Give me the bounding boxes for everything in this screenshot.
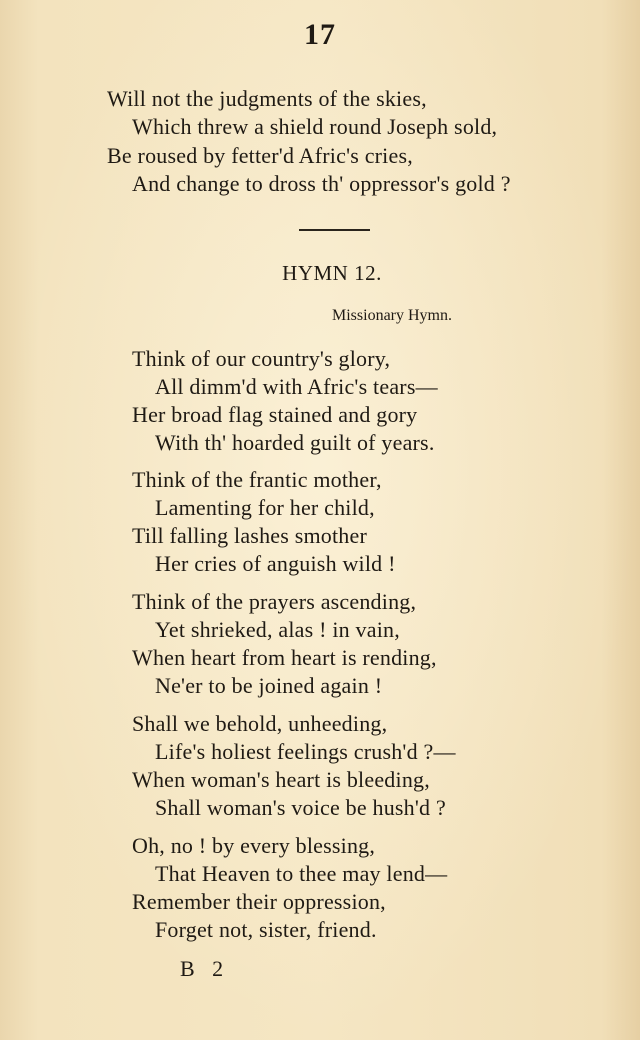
- verse-line: Be roused by fetter'd Afric's cries,: [107, 143, 413, 168]
- verse-line: When woman's heart is bleeding,: [132, 767, 430, 792]
- verse-line: When heart from heart is rending,: [132, 645, 437, 670]
- verse-line: Think of the prayers ascending,: [132, 589, 417, 614]
- verse-line: Think of our country's glory,: [132, 346, 391, 371]
- verse-line: All dimm'd with Afric's tears—: [155, 374, 438, 399]
- verse-line: Shall we behold, unheeding,: [132, 711, 388, 736]
- page-number: 17: [304, 18, 336, 51]
- verse-line: Remember their oppression,: [132, 889, 386, 914]
- verse-line: Yet shrieked, alas ! in vain,: [155, 617, 400, 642]
- verse-line: Till falling lashes smother: [132, 523, 367, 548]
- verse-line: Lamenting for her child,: [155, 495, 375, 520]
- verse-line: Oh, no ! by every blessing,: [132, 833, 376, 858]
- verse-line: Shall woman's voice be hush'd ?: [155, 795, 446, 820]
- section-divider: [299, 229, 370, 231]
- verse-line: Think of the frantic mother,: [132, 467, 382, 492]
- verse-line: Will not the judgments of the skies,: [107, 86, 427, 111]
- verse-line: Which threw a shield round Joseph sold,: [132, 114, 498, 139]
- verse-line: With th' hoarded guilt of years.: [155, 430, 435, 455]
- verse-line: And change to dross th' oppressor's gold ?: [132, 171, 511, 196]
- hymn-title: HYMN 12.: [282, 261, 382, 285]
- verse-line: Her cries of anguish wild !: [155, 551, 396, 576]
- signature-mark: B 2: [180, 956, 230, 981]
- hymn-subtitle: Missionary Hymn.: [332, 307, 452, 324]
- verse-line: Her broad flag stained and gory: [132, 402, 418, 427]
- verse-line: Forget not, sister, friend.: [155, 917, 377, 942]
- verse-line: That Heaven to thee may lend—: [155, 861, 448, 886]
- verse-line: Life's holiest feelings crush'd ?—: [155, 739, 456, 764]
- verse-line: Ne'er to be joined again !: [155, 673, 383, 698]
